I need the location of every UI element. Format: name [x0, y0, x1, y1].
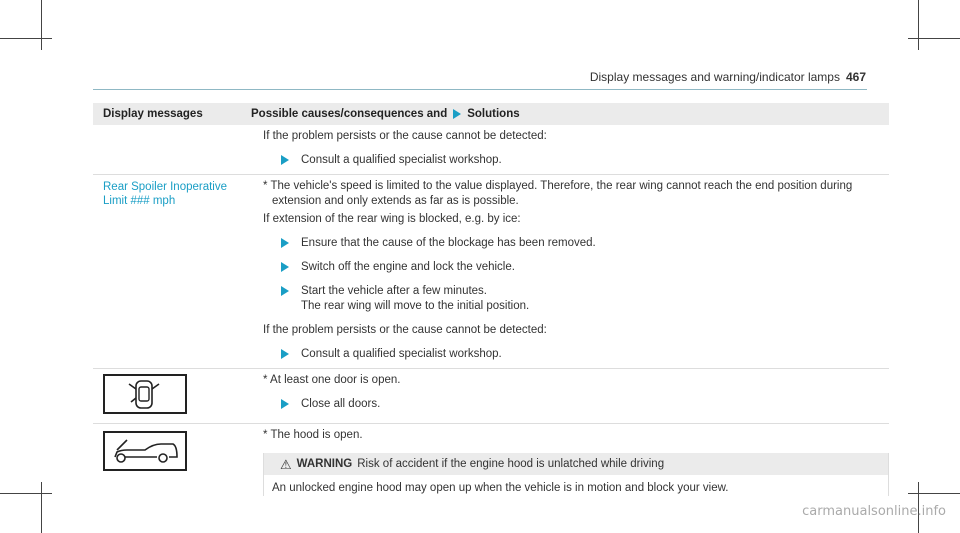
display-message: Rear Spoiler Inoperative Limit ### mph	[103, 181, 228, 207]
table-row: Rear Spoiler Inoperative Limit ### mph * The vehicle's speed is limited to the value displayed. Therefore, the rear wing cannot reach the end position during extension and only extends as far as is possible. If extension of the rear wing is blocked, e.g. by ice: Ensure that the cause of the blockage has been removed. Switch off the engine and lock the vehicle. Start the vehicle after a few minutes. The rear wing will move to the initial position. If the problem persists or the cause cannot be detected: Consult a qualified specialist workshop.	[93, 175, 889, 369]
col-header-causes: Possible causes/consequences and Solutions	[251, 108, 520, 120]
arrow-right-icon	[281, 349, 289, 359]
watermark: carmanualsonline.info	[802, 504, 946, 519]
crop-mark	[908, 493, 960, 494]
action-step: Switch off the engine and lock the vehicle.	[281, 260, 889, 275]
arrow-right-icon	[453, 109, 461, 119]
section-title: Display messages and warning/indicator lamps	[589, 70, 840, 84]
action-step: Close all doors.	[281, 397, 889, 412]
arrow-right-icon	[281, 286, 289, 296]
warning-header: ⚠ WARNING Risk of accident if the engine hood is unlatched while driving	[264, 453, 888, 475]
crop-mark	[0, 493, 52, 494]
table-row: If the problem persists or the cause cannot be detected: Consult a qualified specialist workshop.	[93, 125, 889, 175]
header-rule	[93, 89, 867, 90]
door-open-icon	[103, 374, 187, 414]
arrow-right-icon	[281, 155, 289, 165]
table-row: * The hood is open. ⚠ WARNING Risk of accident if the engine hood is unlatched while driving An unlocked engine hood may open up when the vehicle is in motion and block your view.	[93, 424, 889, 504]
arrow-right-icon	[281, 399, 289, 409]
page-header	[590, 70, 866, 84]
warning-triangle-icon: ⚠	[280, 457, 292, 472]
action-step: Start the vehicle after a few minutes. The rear wing will move to the initial position.	[281, 284, 889, 314]
col-header-messages: Display messages	[103, 108, 203, 120]
crop-mark	[41, 482, 42, 533]
table-header	[93, 103, 889, 125]
warning-box	[263, 453, 889, 496]
messages-table	[93, 103, 889, 504]
warning-text: An unlocked engine hood may open up when the vehicle is in motion and block your view.	[272, 482, 729, 494]
table-row: * At least one door is open. Close all doors.	[93, 369, 889, 424]
arrow-right-icon	[281, 238, 289, 248]
hood-open-icon	[103, 431, 187, 471]
action-step: Consult a qualified specialist workshop.	[281, 153, 889, 168]
crop-mark	[918, 0, 919, 50]
arrow-right-icon	[281, 262, 289, 272]
action-step: Ensure that the cause of the blockage has been removed.	[281, 236, 889, 251]
crop-mark	[908, 38, 960, 39]
page-number: 467	[845, 70, 866, 84]
crop-mark	[41, 0, 42, 50]
crop-mark	[0, 38, 52, 39]
action-step: Consult a qualified specialist workshop.	[281, 347, 889, 362]
